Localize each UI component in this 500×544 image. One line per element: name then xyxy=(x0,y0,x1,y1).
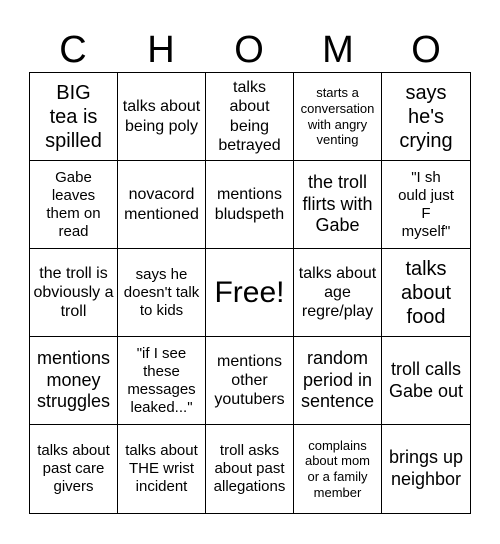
cell-text: random period in sentence xyxy=(300,348,375,412)
bingo-cell-5-4[interactable] xyxy=(294,425,382,513)
bingo-cell-4-1[interactable] xyxy=(30,337,118,425)
header-letter-h: H xyxy=(147,29,175,71)
bingo-cell-5-1[interactable] xyxy=(30,425,118,513)
cell-text: "if I see these messages leaked..." xyxy=(127,344,196,416)
cell-text: Gabe leaves them on read xyxy=(46,168,101,240)
bingo-cell-2-5[interactable] xyxy=(382,161,470,249)
bingo-cell-2-3[interactable] xyxy=(206,161,294,249)
cell-text: talks about being poly xyxy=(122,98,201,135)
bingo-cell-4-5[interactable] xyxy=(382,337,470,425)
bingo-cell-3-1[interactable] xyxy=(30,249,118,337)
bingo-cell-3-2[interactable] xyxy=(118,249,206,337)
cell-text: starts a conversation with angry venting xyxy=(300,85,375,148)
cell-text: brings up neighbor xyxy=(388,447,464,489)
bingo-cell-2-2[interactable] xyxy=(118,161,206,249)
cell-text: troll asks about past allegations xyxy=(213,442,286,495)
bingo-cell-3-5[interactable] xyxy=(382,249,470,337)
bingo-cell-3-3[interactable] xyxy=(206,249,294,337)
bingo-cell-1-4[interactable] xyxy=(294,73,382,161)
cell-text: BIG tea is spilled xyxy=(45,81,102,152)
bingo-cell-2-1[interactable] xyxy=(30,161,118,249)
cell-text: the troll is obviously a troll xyxy=(33,264,114,321)
cell-text: troll calls Gabe out xyxy=(388,358,464,401)
cell-text: novacord mentioned xyxy=(124,186,199,223)
header-letter-o-2: O xyxy=(411,29,441,71)
bingo-cell-5-3[interactable] xyxy=(206,425,294,513)
cell-text: talks about food xyxy=(400,257,452,328)
bingo-cell-3-4[interactable] xyxy=(294,249,382,337)
bingo-cell-1-2[interactable] xyxy=(118,73,206,161)
bingo-cell-4-3[interactable] xyxy=(206,337,294,425)
bingo-cell-1-1[interactable] xyxy=(30,73,118,161)
bingo-cell-5-5[interactable] xyxy=(382,425,470,513)
cell-text: talks about past care givers xyxy=(37,442,110,495)
cell-text: mentions bludspeth xyxy=(214,186,285,223)
bingo-grid xyxy=(29,72,471,514)
header-letter-m: M xyxy=(322,29,354,71)
cell-text: mentions other youtubers xyxy=(214,352,285,409)
bingo-cell-4-4[interactable] xyxy=(294,337,382,425)
cell-text: says he's crying xyxy=(399,81,453,152)
cell-text: mentions money struggles xyxy=(36,348,111,412)
bingo-cell-2-4[interactable] xyxy=(294,161,382,249)
cell-text: complains about mom or a family member xyxy=(304,437,371,500)
header-letter-o: O xyxy=(234,29,264,71)
cell-text: talks about THE wrist incident xyxy=(125,442,198,495)
cell-text: says he doesn't talk to kids xyxy=(123,265,200,319)
cell-text: "I sh ould just F myself" xyxy=(398,168,454,240)
cell-text: talks about being betrayed xyxy=(218,79,281,154)
bingo-cell-1-3[interactable] xyxy=(206,73,294,161)
cell-text: the troll flirts with Gabe xyxy=(302,172,373,236)
cell-text: talks about age regre/play xyxy=(298,264,377,321)
bingo-header xyxy=(29,22,471,72)
bingo-cell-5-2[interactable] xyxy=(118,425,206,513)
bingo-cell-1-5[interactable] xyxy=(382,73,470,161)
header-letter-c: C xyxy=(59,29,87,71)
cell-text-free: Free! xyxy=(214,275,285,309)
bingo-cell-4-2[interactable] xyxy=(118,337,206,425)
